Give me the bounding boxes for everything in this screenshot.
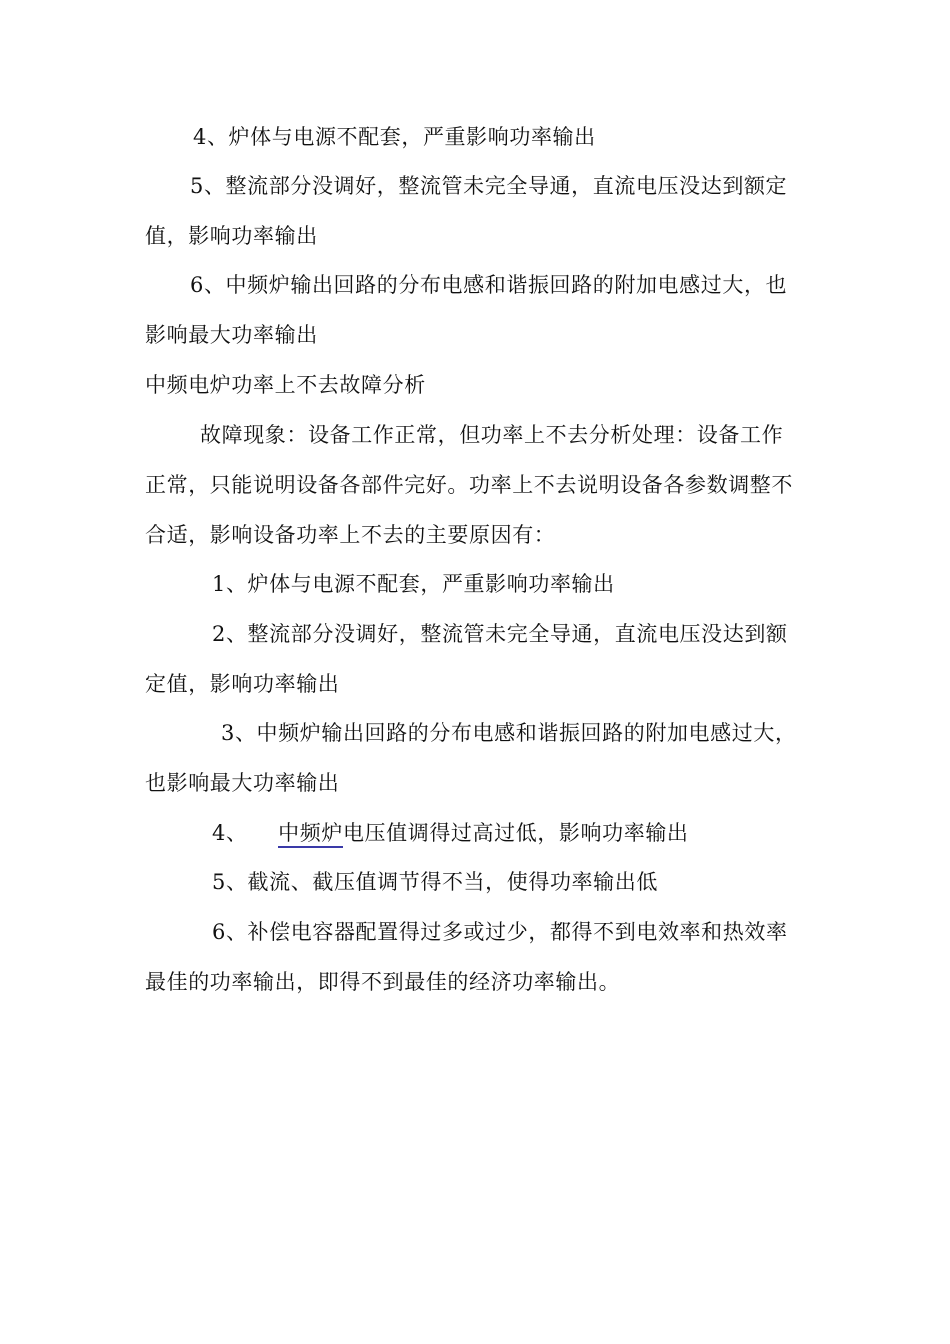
text-line: 定值，影响功率输出	[145, 672, 340, 696]
text-line: 3、中频炉输出回路的分布电感和谐振回路的附加电感过大，	[221, 721, 797, 745]
text-line: 正常，只能说明设备各部件完好。功率上不去说明设备各参数调整不	[145, 473, 793, 497]
text-line: 最佳的功率输出，即得不到最佳的经济功率输出。	[145, 970, 621, 994]
text-line: 值，影响功率输出	[145, 224, 318, 248]
text-line: 4、炉体与电源不配套，严重影响功率输出	[193, 125, 596, 149]
text-line	[212, 818, 689, 848]
text-line: 故障现象：设备工作正常，但功率上不去分析处理：设备工作	[200, 423, 784, 447]
section-heading: 中频电炉功率上不去故障分析	[145, 373, 426, 397]
list-number: 4、	[212, 821, 248, 845]
text-line: 也影响最大功率输出	[145, 771, 340, 795]
text-line: 5、截流、截压值调节得不当，使得功率输出低	[212, 870, 658, 894]
underlined-term: 中频炉	[278, 821, 343, 848]
text-line: 合适，影响设备功率上不去的主要原因有：	[145, 523, 556, 547]
text-line: 6、补偿电容器配置得过多或过少，都得不到电效率和热效率	[212, 920, 788, 944]
text-line: 2、整流部分没调好，整流管未完全导通，直流电压没达到额	[212, 622, 788, 646]
text-line: 5、整流部分没调好，整流管未完全导通，直流电压没达到额定	[190, 174, 788, 198]
text-line: 1、炉体与电源不配套，严重影响功率输出	[212, 572, 615, 596]
text-fragment: 电压值调得过高过低，影响功率输出	[342, 821, 689, 845]
text-line: 影响最大功率输出	[145, 323, 318, 347]
text-line: 6、中频炉输出回路的分布电感和谐振回路的附加电感过大，也	[190, 273, 788, 297]
